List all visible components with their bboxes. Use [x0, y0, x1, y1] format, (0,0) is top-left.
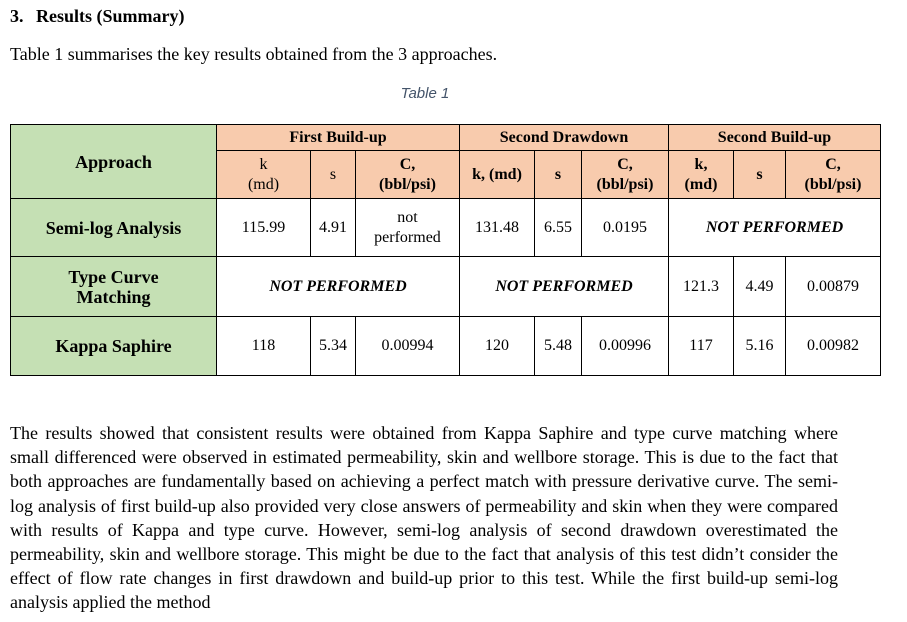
group-first-build-up: First Build-up [217, 125, 460, 151]
table-cell: 118 [217, 317, 311, 376]
table-cell: 0.00982 [786, 317, 881, 376]
fb-s-header: s [311, 151, 356, 199]
results-table [10, 124, 881, 376]
table-row [11, 257, 881, 317]
not-performed-cell: NOT PERFORMED [217, 257, 460, 317]
table-cell: 0.00996 [582, 317, 669, 376]
table-cell: 115.99 [217, 199, 311, 257]
table-cell: 117 [669, 317, 734, 376]
results-paragraph: The results showed that consistent results were obtained from Kappa Saphire and type curve matching where small differenced were observed in estimated permeability, skin and wellbore storage. This is due to the fact that both approaches are fundamentally based on achieving a perfect match with pressure derivative curve. The semi-log analysis of first build-up also provided very close answers of permeability and skin when they were compared with results of Kappa and type curve. However, semi-log analysis of second drawdown overestimated the permeability, skin and wellbore storage. This might be due to the fact that analysis of this test didn’t consider the effect of flow rate changes in first drawdown and build-up prior to this test. While the first build-up semi-log analysis applied the method [10, 423, 838, 613]
not-performed-cell: NOT PERFORMED [460, 257, 669, 317]
table-cell: 120 [460, 317, 535, 376]
row-label-semilog: Semi-log Analysis [11, 199, 217, 257]
table-cell: 0.00994 [356, 317, 460, 376]
group-second-build-up: Second Build-up [669, 125, 881, 151]
table-caption: Table 1 [400, 85, 450, 102]
section-title: Results (Summary) [36, 6, 185, 26]
fb-c-header: C, (bbl/psi) [356, 151, 460, 199]
table-cell: 121.3 [669, 257, 734, 317]
section-heading [10, 6, 185, 27]
sd-k-header: k, (md) [460, 151, 535, 199]
table-cell: 4.91 [311, 199, 356, 257]
approach-header: Approach [11, 125, 217, 199]
not-performed-cell: NOT PERFORMED [669, 199, 881, 257]
table-cell: 131.48 [460, 199, 535, 257]
group-second-drawdown: Second Drawdown [460, 125, 669, 151]
sb-s-header: s [734, 151, 786, 199]
row-label-type-curve: Type Curve Matching [11, 257, 217, 317]
intro-text: Table 1 summarises the key results obtained from the 3 approaches. [10, 44, 498, 64]
table-row [11, 199, 881, 257]
table-cell: 4.49 [734, 257, 786, 317]
table-cell: 6.55 [535, 199, 582, 257]
section-number: 3. [10, 6, 24, 26]
table-cell: 5.34 [311, 317, 356, 376]
sd-s-header: s [535, 151, 582, 199]
sd-c-header: C, (bbl/psi) [582, 151, 669, 199]
row-label-kappa: Kappa Saphire [11, 317, 217, 376]
table-cell: not performed [356, 199, 460, 257]
fb-k-header: k (md) [217, 151, 311, 199]
table-cell: 0.0195 [582, 199, 669, 257]
table-cell: 5.48 [535, 317, 582, 376]
table-cell: 5.16 [734, 317, 786, 376]
table-row [11, 317, 881, 376]
table-cell: 0.00879 [786, 257, 881, 317]
sb-c-header: C, (bbl/psi) [786, 151, 881, 199]
sb-k-header: k, (md) [669, 151, 734, 199]
